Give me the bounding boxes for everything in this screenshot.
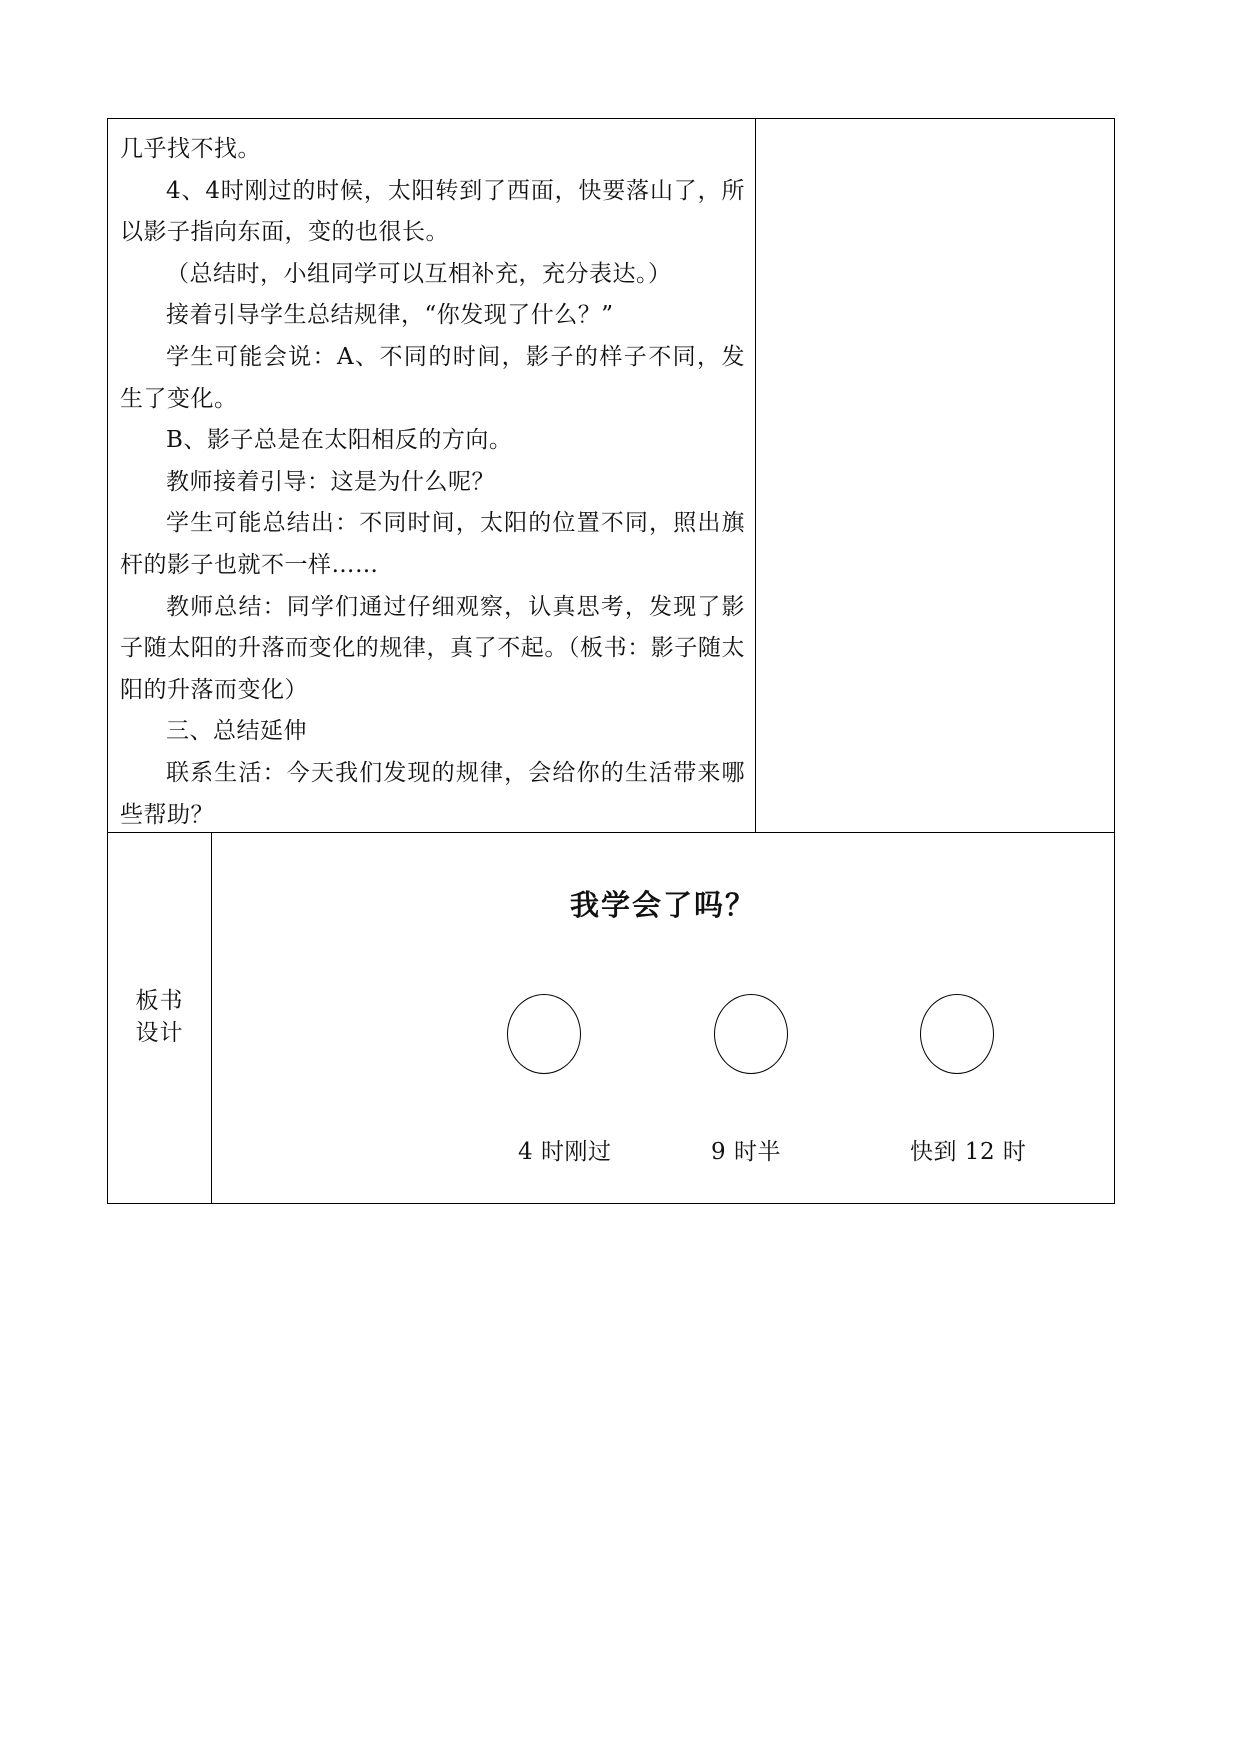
clock-circle-icon [507,994,581,1074]
clock-label: 快到 12 时 [910,1139,1027,1165]
clock-circle-icon [714,994,788,1074]
board-design-label-line: 设计 [135,1020,184,1046]
lesson-paragraph: 接着引导学生总结规律，“你发现了什么？” [166,302,614,329]
lesson-paragraph: 学生可能总结出：不同时间，太阳的位置不同，照出旗杆的影子也就不一样…… [120,510,745,578]
board-design-row [108,833,1114,1203]
notes-cell [756,119,1114,832]
lesson-text-cell [108,119,756,832]
lesson-paragraph: B、影子总是在太阳相反的方向。 [166,427,513,454]
clock-circle-icon [920,994,994,1074]
lesson-paragraph: 4、4时刚过的时候，太阳转到了西面，快要落山了，所以影子指向东面，变的也很长。 [120,177,745,246]
lesson-paragraph: 学生可能会说：A、不同的时间，影子的样子不同，发生了变化。 [120,343,745,412]
clock-label: 9 时半 [711,1139,781,1165]
section-heading: 三、总结延伸 [166,718,307,745]
lesson-paragraph: 几乎找不找。 [120,136,261,162]
clock-label: 4 时刚过 [518,1139,612,1165]
board-design-label-line: 板书 [135,988,184,1014]
lesson-paragraph: 教师接着引导：这是为什么呢？ [166,468,495,495]
lesson-paragraph: 联系生活：今天我们发现的规律，会给你的生活带来哪些帮助？ [120,759,745,828]
lesson-paragraph: （总结时，小组同学可以互相补充，充分表达。） [166,260,672,287]
board-design-label [108,985,211,1049]
board-design-label-cell [108,833,212,1203]
lesson-paragraph: 教师总结：同学们通过仔细观察，认真思考，发现了影子随太阳的升落而变化的规律，真了不起。（板书：影子随太阳的升落而变化） [120,593,745,703]
lesson-content-row [108,119,1114,833]
lesson-plan-table [107,118,1115,1204]
board-title: 我学会了吗？ [569,888,756,922]
board-design-cell [212,833,1114,1203]
